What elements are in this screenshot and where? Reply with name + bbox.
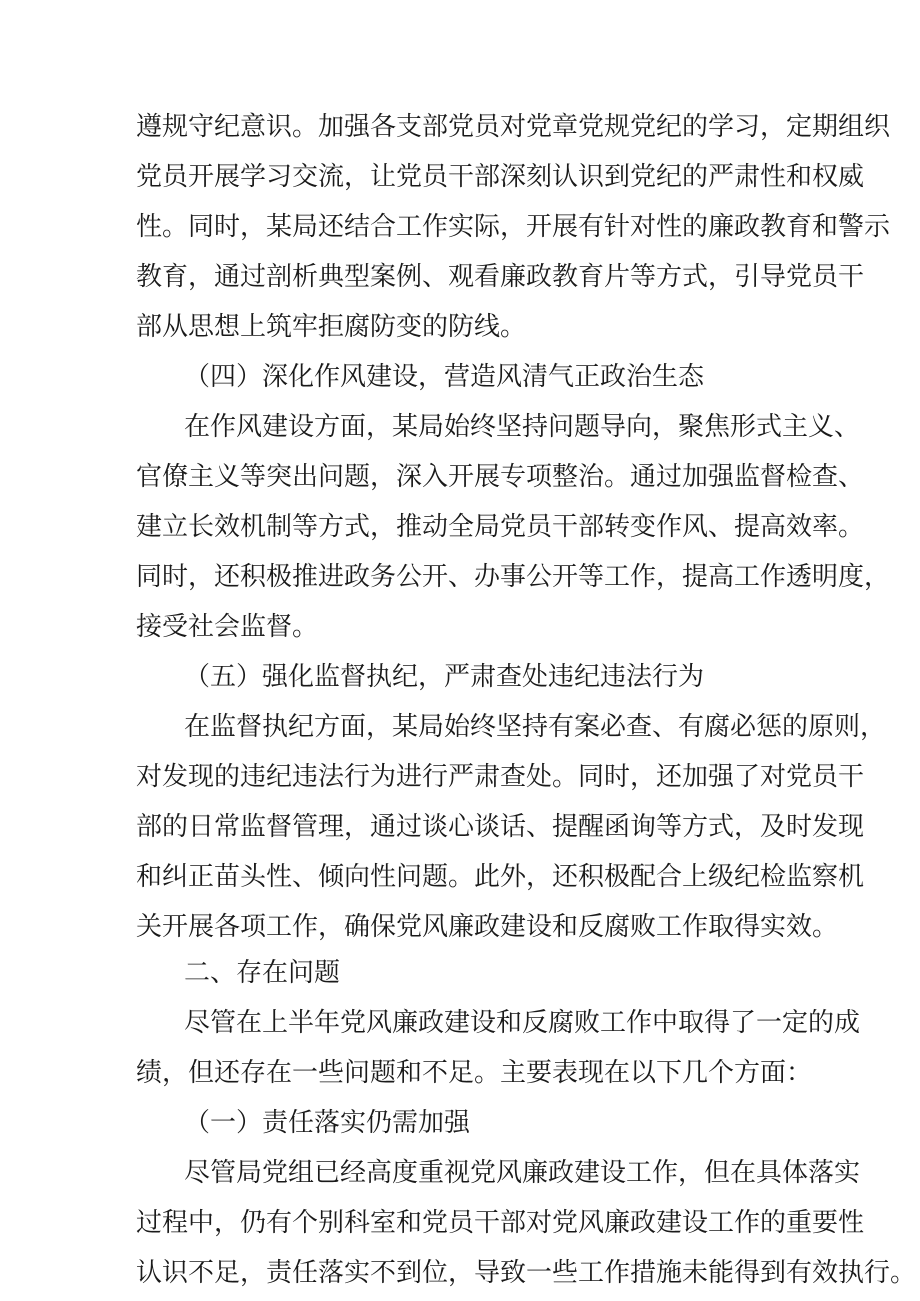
paragraph-line: 遵规守纪意识。加强各支部党员对党章党规党纪的学习，定期组织 — [136, 112, 891, 142]
paragraph-line: 性。同时，某局还结合工作实际，开展有针对性的廉政教育和警示 — [136, 212, 891, 242]
paragraph-line: 在作风建设方面，某局始终坚持问题导向，聚焦形式主义、 — [184, 412, 861, 442]
paragraph-line: 对发现的违纪违法行为进行严肃查处。同时，还加强了对党员干 — [136, 762, 865, 792]
paragraph-line: 建立长效机制等方式，推动全局党员干部转变作风、提高效率。 — [136, 512, 865, 542]
paragraph-line: 尽管局党组已经高度重视党风廉政建设工作，但在具体落实 — [184, 1158, 861, 1188]
paragraph-line: 教育，通过剖析典型案例、观看廉政教育片等方式，引导党员干 — [136, 262, 865, 292]
paragraph-line: 认识不足，责任落实不到位，导致一些工作措施未能得到有效执行。 — [136, 1258, 917, 1288]
paragraph-line: 部从思想上筑牢拒腐防变的防线。 — [136, 312, 527, 342]
paragraph-line: 和纠正苗头性、倾向性问题。此外，还积极配合上级纪检监察机 — [136, 862, 865, 892]
paragraph-line: 部的日常监督管理，通过谈心谈话、提醒函询等方式，及时发现 — [136, 812, 865, 842]
paragraph-line: 尽管在上半年党风廉政建设和反腐败工作中取得了一定的成 — [184, 1008, 861, 1038]
subheading-one: （一）责任落实仍需加强 — [184, 1108, 471, 1138]
paragraph-line: 党员开展学习交流，让党员干部深刻认识到党纪的严肃性和权威 — [136, 162, 865, 192]
subheading-five: （五）强化监督执纪，严肃查处违纪违法行为 — [184, 662, 705, 692]
paragraph-line: 同时，还积极推进政务公开、办事公开等工作，提高工作透明度， — [136, 562, 891, 592]
paragraph-line: 绩，但还存在一些问题和不足。主要表现在以下几个方面： — [136, 1058, 813, 1088]
paragraph-line: 过程中，仍有个别科室和党员干部对党风廉政建设工作的重要性 — [136, 1208, 865, 1238]
paragraph-line: 官僚主义等突出问题，深入开展专项整治。通过加强监督检查、 — [136, 462, 865, 492]
paragraph-line: 关开展各项工作，确保党风廉政建设和反腐败工作取得实效。 — [136, 912, 839, 942]
section-heading: 二、存在问题 — [184, 958, 341, 988]
paragraph-line: 在监督执纪方面，某局始终坚持有案必查、有腐必惩的原则， — [184, 712, 887, 742]
paragraph-line: 接受社会监督。 — [136, 612, 319, 642]
subheading-four: （四）深化作风建设，营造风清气正政治生态 — [184, 362, 705, 392]
